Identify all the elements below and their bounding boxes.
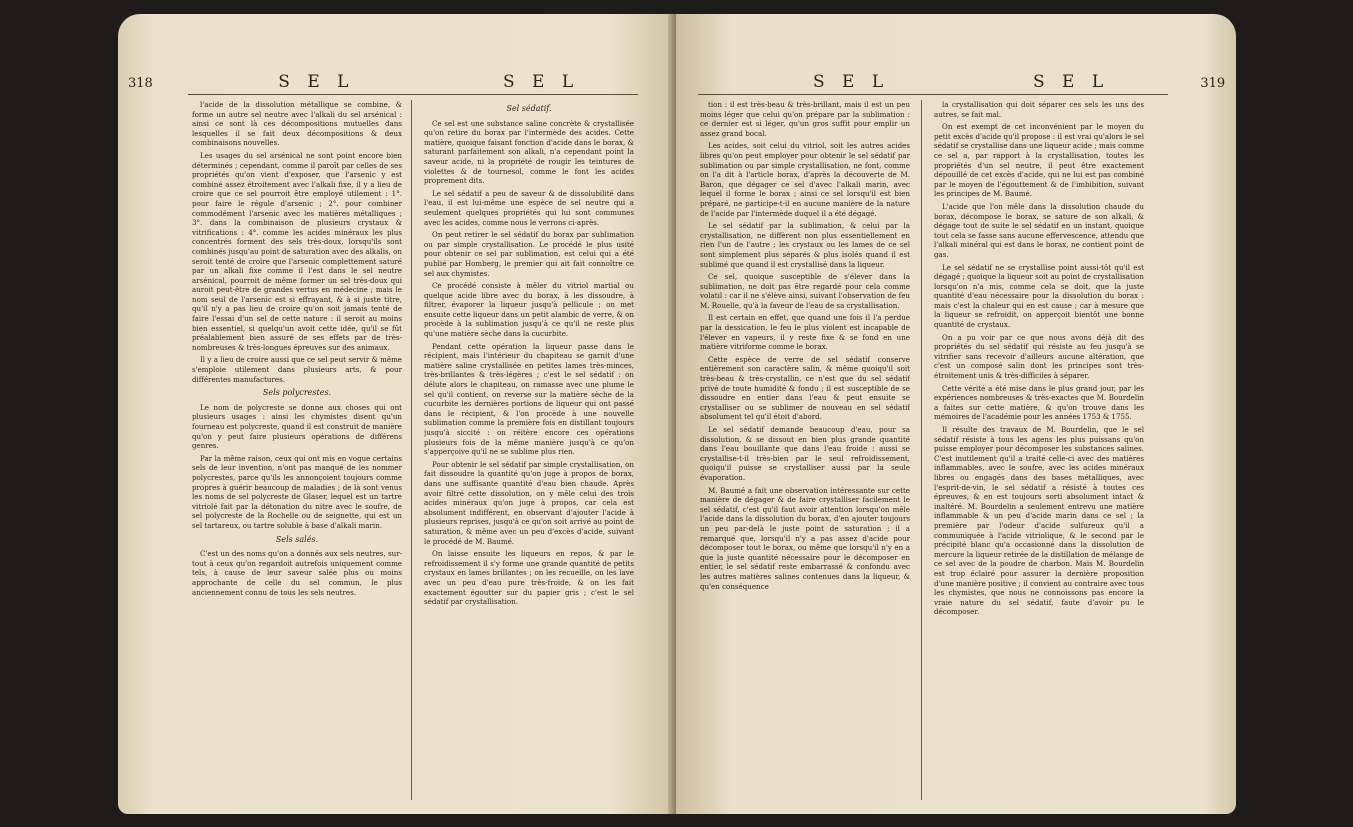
- paragraph: Les usages du sel arsénical ne sont point encore bien déterminés ; cependant, comme il paroît par celles de ses propriétés qu'on vient d'exposer, que l'arsenic y est combiné assez étroitement avec l'alkali fixe, il y a lieu de croire que ce sel pourroit être employé utilement : 1°. pour faire le régule d'arsenic ; 2°. pour combiner commodément l'arsenic avec les matières métalliques ; 3°. dans la combinaison de plusieurs crystaux & vitrifications : 4°. comme les acides minéraux les plus concentrés forment des sels très-doux, lorsqu'ils sont combinés jusqu'au point de saturation avec des alkalis, on seroit tenté de croire que l'arsenic complettement saturé par un alkali fixe comme il l'est dans le sel neutre arsénical, pourroit de même former un sel très-doux qui auroit peut-être de grandes vertus en médecine ; mais le nom seul de l'arsenic est si effrayant, & à si juste titre, qu'il n'y a pas lieu de croire qu'on soit jamais tenté de faire l'essai d'un sel de cette nature : il seroit au moins bien essentiel, si quelqu'un avoit cette idée, qu'il se fût préalablement bien assuré de ses effets par de très-nombreuses & très-longues épreuves sur des animaux.: [192, 150, 402, 352]
- paragraph: On peut retirer le sel sédatif du borax par sublimation ou par simple crystallisation. Le procédé le plus usité pour obtenir ce sel par sublimation, est celui qui a été publié par Homberg, le premier qui ait fait connoître ce sel aux chymistes.: [424, 230, 634, 278]
- left-column-1: [192, 100, 402, 800]
- right-column-2: [934, 100, 1144, 800]
- right-page: [676, 14, 1236, 814]
- paragraph: Par la même raison, ceux qui ont mis en vogue certains sels de leur invention, n'ont pas manqué de les nommer polycrestes, parce qu'ils les annonçoient toujours comme propres à guérir beaucoup de maladies ; de là sont venus les noms de sel polycreste de Glaser, lequel est un tartre vitriolé fait par la détonation du nitre avec le soufre, de sel polycreste de la Rochelle ou de seignette, qui est un sel tartareux, ou tartre soluble à base d'alkali marin.: [192, 453, 402, 530]
- paragraph: Pour obtenir le sel sédatif par simple crystallisation, on fait dissoudre la quantité qu'on juge à propos de borax, dans une suffisante quantité d'eau bien chaude. Après avoir filtré cette dissolution, on y mêle celui des trois acides minéraux qu'on juge à propos, car cela est absolument indifférent, en observant d'ajouter l'acide à plusieurs reprises, jusqu'à ce qu'on soit arrivé au point de saturation, & même avec un peu d'excès d'acide, suivant le procédé de M. Baumé.: [424, 459, 634, 546]
- paragraph: Cette vérité a été mise dans le plus grand jour, par les expériences nombreuses & très-exactes que M. Bourdelin a faites sur cette matière, & qu'on trouve dans les mémoires de l'académie pour les années 1753 & 1755.: [934, 383, 1144, 422]
- paragraph: Il résulte des travaux de M. Bourdelin, que le sel sédatif résiste à tous les agens les plus puissans qu'on puisse employer pour décomposer les substances salines. C'est inutilement qu'il a traité celle-ci avec des matières inflammables, avec le soufre, avec les acides minéraux libres ou engagés dans des bases métalliques, avec l'esprit-de-vin, le sel sédatif a résisté à toutes ces épreuves, & en est toujours sorti absolument intact & inaltéré. M. Bourdelin a seulement entrevu une matière inflammable & un peu d'acide marin dans ce sel ; la première par l'odeur d'acide sulfureux qu'il a communiquée à l'acide vitriolique, & le second par le précipité blanc qu'a occasionné dans la dissolution de mercure la liqueur retirée de la distillation de mélange de ce sel avec de la poudre de charbon. Mais M. Bourdelin est trop éclairé pour assurer la dernière proposition d'une manière positive ; il convient au contraire avec tous les chymistes, que nous ne connoissons pas encore la vraie nature du sel sédatif, faute d'avoir pu le décomposer.: [934, 425, 1144, 617]
- left-column-divider: [411, 100, 412, 800]
- left-header-rule: [188, 94, 638, 95]
- paragraph: Le sel sédatif ne se crystallise point aussi-tôt qu'il est dégagé ; quoique la liqueur soit au point de crystallisation lorsqu'on n'a mis, comme cela se doit, que la juste quantité d'eau nécessaire pour la dissolution du borax : mais c'est la chaleur qui en est cause ; car à mesure que la liqueur se refroidit, on apperçoit bientôt une bonne quantité de crystaux.: [934, 262, 1144, 330]
- paragraph: On est exempt de cet inconvénient par le moyen du petit excès d'acide qu'il propose : il est vrai qu'alors le sel sédatif se crystallise dans une liqueur acide ; mais comme ce sel a, par rapport à la crystallisation, toutes les propriétés d'un sel neutre, il peut être exactement dépouillé de cet excès d'acide, qui ne lui est pas combiné par le moyen de l'égouttement & de l'imbibition, suivant les principes de M. Baumé.: [934, 122, 1144, 199]
- section-heading-polycrestes: Sels polycrestes.: [262, 388, 332, 398]
- paragraph: Cette espèce de verre de sel sédatif conserve entièrement son caractère salin, & même quoiqu'il soit très-beau & très-crystallin, ce n'est que du sel sédatif privé de toute humidité & fondu ; il est susceptible de se dissoudre en entier dans l'eau & peut ensuite se crystalliser ou se sublimer de nouveau en sel sédatif absolument tel qu'il étoit d'abord.: [700, 354, 910, 422]
- paragraph: On a pu voir par ce que nous avons déjà dit des propriétés du sel sédatif qui résiste au feu jusqu'à se vitrifier sans recevoir d'ailleurs aucune altération, que c'est un composé salin dont les principes sont très-étroitement unis & très-difficiles à séparer.: [934, 332, 1144, 381]
- right-column-divider: [921, 100, 922, 800]
- right-page-number: 319: [1200, 76, 1226, 91]
- paragraph: M. Baumé a fait une observation intéressante sur cette manière de dégager & de faire crystalliser facilement le sel sédatif, c'est qu'il faut avoir attention lorsqu'on mêle l'acide dans la dissolution du borax, d'en ajouter toujours un peu par-delà le juste point de saturation ; il a remarqué que, lorsqu'il n'y a pas assez d'acide pour décomposer tout le borax, ou même que lorsqu'il n'y en a que la juste quantité nécessaire pour le décomposer en entier, le sel sédatif reste embarrassé & confondu avec les autres matières salines contenues dans la liqueur, & qu'en conséquence: [700, 485, 910, 591]
- paragraph: L'acide que l'on mêle dans la dissolution chaude du borax, décompose le borax, se sature de son alkali, & dégage tout de suite le sel sédatif en un instant, quoique tout cela se fasse sans aucune effervescence, attendu que l'alkali minéral qui est dans le borax, ne contient point de gas.: [934, 201, 1144, 259]
- paragraph: Le nom de polycreste se donne aux choses qui ont plusieurs usages : ainsi les chymistes disent qu'un fourneau est polycreste, quand il est construit de manière qu'on y peut faire plusieurs opérations de différens genres.: [192, 402, 402, 451]
- paragraph: C'est un des noms qu'on a donnés aux sels neutres, sur-tout à ceux qu'on regardoit autrefois uniquement comme tels, à cause de leur saveur salée plus ou moins approchante de celle du sel commun, le plus anciennement connu de tous les sels neutres.: [192, 549, 402, 597]
- paragraph: Ce sel est une substance saline concrète & crystallisée qu'on retire du borax par l'intermède des acides. Cette matière, quoique faisant fonction d'acide dans le borax, & saturant parfaitement son alkali, n'a cependant point la saveur acide, ni la propriété de rougir les teintures de violettes & de tournesol, comme le font les acides proprement dits.: [424, 118, 634, 186]
- right-running-head-2: S E L: [1033, 72, 1110, 92]
- left-page-header-left: [128, 72, 354, 92]
- paragraph: l'acide de la dissolution métallique se combine, & forme un autre sel neutre avec l'alkali du sel arsénical : ainsi ce sont là ces décompositions mutuelles dans lesquelles il se fait deux décompositions & deux combinaisons nouvelles.: [192, 100, 402, 148]
- right-page-header-right: [1033, 72, 1225, 92]
- paragraph: Le sel sédatif demande beaucoup d'eau, pour sa dissolution, & se dissout en bien plus grande quantité dans l'eau bouillante que dans l'eau froide : aussi se crystallise-t-il très-bien par le seul refroidissement, quoiqu'il puisse se crystalliser aussi par la seule évaporation.: [700, 425, 910, 482]
- right-col1-paragraphs: [700, 100, 910, 591]
- paragraph: Le sel sédatif a peu de saveur & de dissolubilité dans l'eau, il est lui-même une espèce de sel neutre qui a seulement quelques propriétés qui lui sont communes avec les acides, comme nous le verrons ci-après.: [424, 188, 634, 227]
- paragraph: On laisse ensuite les liqueurs en repos, & par le refroidissement il s'y forme une grande quantité de petits crystaux en lames brillantes ; on les recueille, on les lave avec un peu d'eau pure très-froide, & on les fait exactement égoutter sur du papier gris ; c'est le sel sédatif par crystallisation.: [424, 549, 634, 607]
- left-col1-paragraphs-b: [192, 403, 402, 531]
- paragraph: Le sel sédatif par la sublimation, & celui par la crystallisation, ne diffèrent non plus essentiellement en rien l'un de l'autre ; les crystaux ou les lames de ce sel sont simplement plus séparés & plus isolés quand il est sublimé que quand il est crystallisé dans la liqueur.: [700, 221, 910, 269]
- left-page-number: 318: [128, 76, 153, 91]
- paragraph: Il y a lieu de croire aussi que ce sel peut servir & même s'emploie utilement dans plusieurs arts, & pour différentes manufactures.: [192, 355, 402, 384]
- section-heading-sel-sedatif: Sel sédatif.: [506, 104, 552, 113]
- section-heading-sels-sales: Sels salés.: [275, 534, 319, 544]
- paragraph: Ce sel, quoique susceptible de s'élever dans la sublimation, ne doit pas être regardé pour cela comme volatil : car il ne s'élève ainsi, suivant l'observation de feu M. Rouelle, qu'à la faveur de l'eau de sa crystallisation.: [700, 272, 910, 310]
- right-header-rule: [698, 94, 1168, 95]
- right-running-head-1: S E L: [813, 72, 890, 92]
- left-page: [118, 14, 676, 814]
- left-running-head-2: S E L: [503, 72, 580, 92]
- right-column-1: [700, 100, 910, 800]
- paragraph: Les acides, soit celui du vitriol, soit les autres acides libres qu'on peut employer pour obtenir le sel sédatif par sublimation ou par simple crystallisation, ne font, comme on l'a dit à l'article borax, d'après la découverte de M. Baron, que dégager ce sel d'avec l'alkali marin, avec lequel il forme le borax ; ainsi ce sel lorsqu'il est bien préparé, ne participe-t-il en aucune manière de la nature de l'acide par l'intermède duquel il a été dégagé.: [700, 141, 910, 218]
- left-col1-paragraphs-a: [192, 100, 402, 384]
- right-col2-paragraphs: [934, 100, 1144, 617]
- left-page-header-right: [503, 72, 579, 92]
- paragraph: la crystallisation qui doit séparer ces sels les uns des autres, se fait mal.: [934, 100, 1144, 119]
- right-page-header-left: [813, 72, 889, 92]
- left-col1-paragraphs-c: [192, 549, 402, 597]
- left-running-head-1: S E L: [278, 72, 355, 92]
- paragraph: Il est certain en effet, que quand une fois il l'a perdue par la dessication, le feu le plus violent est incapable de l'élever en vapeurs, il y reste fixe & se fond en une matière vitriforme comme le borax.: [700, 313, 910, 352]
- left-col2-paragraphs: [424, 119, 634, 607]
- left-column-2: [424, 100, 634, 800]
- paragraph: Ce procédé consiste à mêler du vitriol martial ou quelque acide libre avec du borax, à les dissoudre, à filtrer, évaporer la liqueur jusqu'à pellicule ; on met ensuite cette liqueur dans un petit alambic de verre, & on procède à la sublimation jusqu'à ce qu'il ne reste plus qu'une matière sèche dans la cucurbite.: [424, 281, 634, 339]
- paragraph: tion : il est très-beau & très-brillant, mais il est un peu moins léger que celui qu'on prépare par la sublimation : ce dernier est si léger, qu'un gros suffit pour emplir un assez grand bocal.: [700, 100, 910, 138]
- paragraph: Pendant cette opération la liqueur passe dans le récipient, mais l'intérieur du chapiteau se garnit d'une matière saline crystallisée en petites lames très-minces, très-brillantes & très-légères ; c'est le sel sédatif : on délute alors le chapiteau, on ramasse avec une plume le sel qu'il contient, on reverse sur la matière sèche de la cucurbite les dernières portions de liqueur qui ont passé dans le récipient, & l'on procède à une nouvelle sublimation comme la première fois en distillant toujours jusqu'à siccité : on réitère encore ces opérations plusieurs fois de la même manière jusqu'à ce qu'on s'apperçoive qu'il ne se sublime plus rien.: [424, 341, 634, 457]
